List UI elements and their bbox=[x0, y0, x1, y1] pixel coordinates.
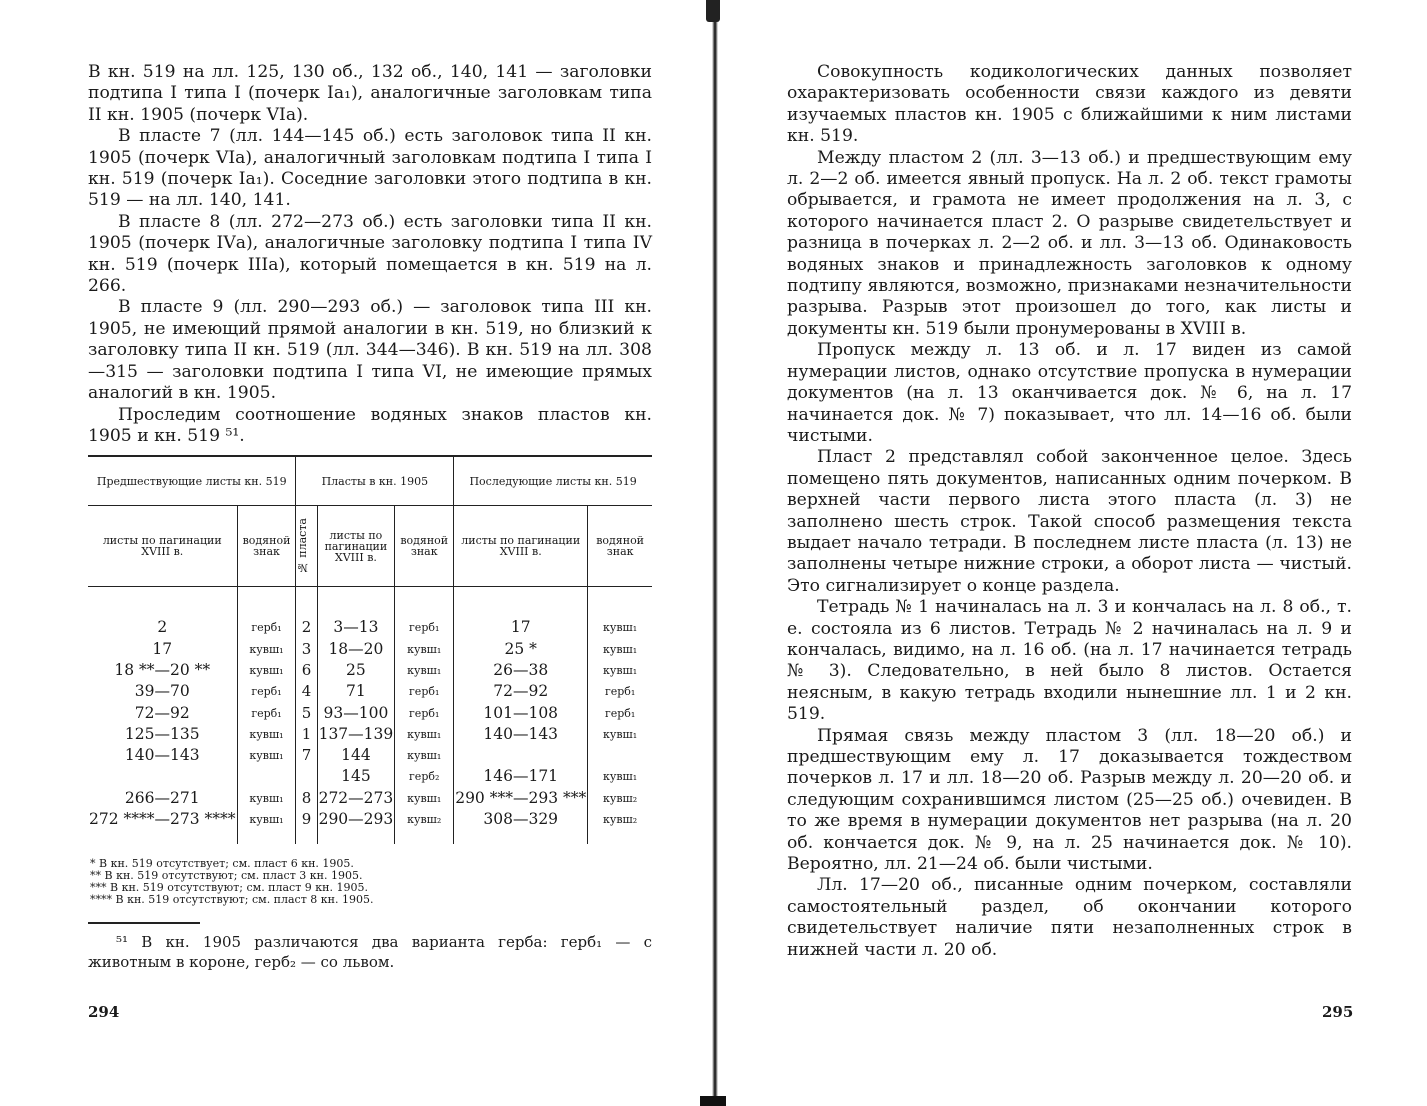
cell-prev-watermark: кувш₁ bbox=[237, 724, 296, 745]
cell-next-leaves bbox=[454, 745, 588, 766]
cell-prev-leaves: 266—271 bbox=[124, 788, 200, 807]
cell-prev-leaves: 18 **—20 ** bbox=[114, 660, 211, 679]
cell-prev-watermark: кувш₁ bbox=[237, 660, 296, 681]
table-row bbox=[88, 809, 652, 830]
cell-next-watermark: кувш₁ bbox=[588, 724, 652, 745]
cell-prev-leaves bbox=[88, 766, 237, 787]
table-row bbox=[88, 703, 652, 724]
left-paragraph-1: В кн. 519 на лл. 125, 130 об., 132 об., 140, 141 — заголовки подтипа I типа I (почерк Iа₁), аналогичные заголовкам типа II кн. 1905 (почерк VIа). bbox=[88, 62, 652, 125]
cell-prev-leaves: 125—135 bbox=[124, 724, 200, 743]
group-header-following: Последующие листы кн. 519 bbox=[454, 456, 652, 506]
layer-number-label: № пласта bbox=[296, 518, 310, 575]
cell-next-watermark: герб₁ bbox=[588, 703, 652, 724]
footnote-rule bbox=[88, 922, 200, 924]
page-number-right: 295 bbox=[1322, 1003, 1354, 1021]
col-header-layer-watermark: водяной знак bbox=[395, 506, 454, 587]
left-page bbox=[88, 62, 652, 972]
left-paragraph-5: Проследим соотношение водяных знаков пластов кн. 1905 и кн. 519 ⁵¹. bbox=[88, 404, 652, 446]
cell-layer-watermark: герб₂ bbox=[395, 766, 454, 787]
cell-prev-watermark: герб₁ bbox=[237, 681, 296, 702]
cell-layer-number: 5 bbox=[296, 703, 317, 724]
cell-next-watermark bbox=[588, 745, 652, 766]
cell-next-watermark: герб₁ bbox=[588, 681, 652, 702]
right-paragraph-5: Тетрадь № 1 начиналась на л. 3 и кончалась на л. 8 об., т. е. состояла из 6 листов. Тетрадь № 2 начиналась на л. 9 и кончалась, видимо, на л. 16 об. (на л. 17 начинается тетрадь № 3). Следовательно, в ней было 8 листов. Остается неясным, в какую тетрадь входили нынешние лл. 1 и 2 кн. 519. bbox=[787, 597, 1352, 725]
cell-layer-leaves: 144 bbox=[317, 745, 395, 766]
right-paragraph-7: Лл. 17—20 об., писанные одним почерком, составляли самостоятельный раздел, об окончании которого свидетельствует наличие пяти незаполненных строк в нижней части л. 20 об. bbox=[787, 875, 1352, 960]
cell-layer-watermark: кувш₁ bbox=[395, 724, 454, 745]
left-paragraph-3: В пласте 8 (лл. 272—273 об.) есть заголовки типа II кн. 1905 (почерк IVа), аналогичные заголовку подтипа I типа IV кн. 519 (почерк IIIа), который помещается в кн. 519 на л. 266. bbox=[88, 211, 652, 297]
table-row bbox=[88, 660, 652, 681]
cell-layer-number: 2 bbox=[296, 617, 317, 638]
left-paragraph-4: В пласте 9 (лл. 290—293 об.) — заголовок типа III кн. 1905, не имеющий прямой аналогии в кн. 519, но близкий к заголовку типа II кн. 519 (лл. 344—346). В кн. 519 на лл. 308—315 — заголовки подтипа I типа VI, не имеющие прямых аналогий в кн. 1905. bbox=[88, 297, 652, 404]
cell-prev-leaves: 2 bbox=[157, 618, 168, 637]
cell-next-watermark: кувш₁ bbox=[588, 617, 652, 638]
col-header-preceding-watermark: водяной знак bbox=[237, 506, 296, 587]
cell-layer-leaves: 137—139 bbox=[317, 724, 395, 745]
table-row bbox=[88, 766, 652, 787]
cell-layer-leaves: 290—293 bbox=[317, 809, 395, 830]
cell-layer-watermark: кувш₁ bbox=[395, 745, 454, 766]
cell-prev-watermark bbox=[237, 766, 296, 787]
table-notes bbox=[88, 858, 652, 906]
right-paragraph-6: Прямая связь между пластом 3 (лл. 18—20 об.) и предшествующим ему л. 17 доказывается тождеством почерков л. 17 и лл. 18—20 об. Разрыв между л. 20—20 об. и следующим сохранившимся листом (25—25 об.) очевиден. В то же время в нумерации документов нет разрыва (на л. 20 об. кончается док. № 9, на л. 25 начинается док. № 10). Вероятно, лл. 21—24 об. были чистыми. bbox=[787, 725, 1352, 875]
table-row bbox=[88, 617, 652, 638]
cell-layer-number: 4 bbox=[296, 681, 317, 702]
cell-layer-watermark: герб₁ bbox=[395, 703, 454, 724]
cell-next-leaves: 26—38 bbox=[454, 660, 588, 681]
cell-layer-number: 1 bbox=[296, 724, 317, 745]
cell-next-watermark: кувш₂ bbox=[588, 788, 652, 809]
cell-layer-watermark: кувш₁ bbox=[395, 639, 454, 660]
right-paragraph-1: Совокупность кодикологических данных позволяет охарактеризовать особенности связи каждого из девяти изучаемых пластов кн. 1905 с ближайшими к ним листами кн. 519. bbox=[787, 62, 1352, 147]
cell-prev-watermark: кувш₁ bbox=[237, 745, 296, 766]
cell-layer-watermark: герб₁ bbox=[395, 617, 454, 638]
table-row bbox=[88, 681, 652, 702]
cell-layer-leaves: 93—100 bbox=[317, 703, 395, 724]
cell-prev-watermark: герб₁ bbox=[237, 703, 296, 724]
col-header-following-watermark: водяной знак bbox=[588, 506, 652, 587]
cell-next-leaves: 308—329 bbox=[454, 809, 588, 830]
cell-prev-watermark: герб₁ bbox=[237, 617, 296, 638]
cell-next-watermark: кувш₁ bbox=[588, 639, 652, 660]
cell-layer-number: 6 bbox=[296, 660, 317, 681]
table-note-2: ** В кн. 519 отсутствуют; см. пласт 3 кн. 1905. bbox=[90, 869, 363, 883]
table-row bbox=[88, 724, 652, 745]
table-spacer-row bbox=[88, 587, 652, 618]
col-header-preceding-leaves: листы по пагинации XVIII в. bbox=[88, 506, 237, 587]
cell-prev-leaves: 140—143 bbox=[124, 746, 200, 765]
table-body bbox=[88, 587, 652, 844]
cell-prev-leaves: 17 bbox=[152, 639, 173, 658]
table-note-1: * В кн. 519 отсутствует; см. пласт 6 кн. 1905. bbox=[90, 857, 354, 871]
cell-layer-watermark: кувш₁ bbox=[395, 788, 454, 809]
cell-next-leaves: 146—171 bbox=[454, 766, 588, 787]
cell-layer-number: 8 bbox=[296, 788, 317, 809]
cell-next-leaves: 290 ***—293 *** bbox=[454, 788, 588, 809]
group-header-layers: Пласты в кн. 1905 bbox=[296, 456, 454, 506]
cell-layer-number bbox=[296, 766, 317, 787]
table-row bbox=[88, 788, 652, 809]
cell-prev-watermark: кувш₁ bbox=[237, 639, 296, 660]
left-paragraph-2: В пласте 7 (лл. 144—145 об.) есть заголовок типа II кн. 1905 (почерк VIа), аналогичный заголовкам подтипа I типа I кн. 519 (почерк Iа₁). Соседние заголовки этого подтипа в кн. 519 — на лл. 140, 141. bbox=[88, 126, 652, 211]
cell-layer-leaves: 272—273 bbox=[317, 788, 395, 809]
footnote-51: ⁵¹ В кн. 1905 различаются два варианта герба: герб₁ — с животным в короне, герб₂ — со львом. bbox=[88, 932, 652, 971]
table-note-4: **** В кн. 519 отсутствуют; см. пласт 8 кн. 1905. bbox=[90, 893, 374, 907]
spine-top-mark bbox=[706, 0, 720, 22]
cell-next-watermark: кувш₁ bbox=[588, 660, 652, 681]
spine-bottom-mark bbox=[700, 1096, 726, 1106]
right-paragraph-3: Пропуск между л. 13 об. и л. 17 виден из самой нумерации листов, однако отсутствие пропуска в нумерации документов (на л. 13 оканчивается док. № 6, на л. 17 начинается док. № 7) показывает, что лл. 14—16 об. были чистыми. bbox=[787, 340, 1352, 446]
cell-next-watermark: кувш₂ bbox=[588, 809, 652, 830]
cell-next-leaves: 25 * bbox=[454, 639, 588, 660]
cell-layer-number: 7 bbox=[296, 745, 317, 766]
cell-prev-watermark: кувш₁ bbox=[237, 788, 296, 809]
cell-layer-leaves: 18—20 bbox=[317, 639, 395, 660]
table-row bbox=[88, 639, 652, 660]
right-paragraph-2: Между пластом 2 (лл. 3—13 об.) и предшествующим ему л. 2—2 об. имеется явный пропуск. На л. 2 об. текст грамоты обрывается, и грамота не имеет продолжения на л. 3, с которого начинается пласт 2. О разрыве свидетельствует и разница в почерках л. 2—2 об. и лл. 3—13 об. Одинаковость водяных знаков и принадлежность заголовков к одному подтипу являются, возможно, признаками незначительности разрыва. Разрыв этот произошел до того, как листы и документы кн. 519 были пронумерованы в XVIII в. bbox=[787, 147, 1352, 339]
table-row bbox=[88, 745, 652, 766]
cell-prev-leaves: 39—70 bbox=[134, 682, 190, 701]
col-header-layer-number bbox=[296, 506, 317, 587]
right-paragraph-4: Пласт 2 представлял собой законченное целое. Здесь помещено пять документов, написанных одним почерком. В верхней части первого листа этого пласта (л. 3) не заполнено шесть строк. Такой способ размещения текста выдает начало тетради. В последнем листе пласта (л. 13) не заполнены четыре нижние строки, а оборот листа — чистый. Это сигнализирует о конце раздела. bbox=[787, 447, 1352, 596]
cell-next-leaves: 17 bbox=[454, 617, 588, 638]
cell-layer-leaves: 25 bbox=[317, 660, 395, 681]
cell-next-leaves: 101—108 bbox=[454, 703, 588, 724]
cell-layer-watermark: кувш₂ bbox=[395, 809, 454, 830]
book-spine bbox=[712, 0, 718, 1106]
table-note-3: *** В кн. 519 отсутствуют; см. пласт 9 кн. 1905. bbox=[90, 881, 368, 895]
watermark-table bbox=[88, 455, 652, 844]
cell-next-leaves: 72—92 bbox=[454, 681, 588, 702]
cell-prev-leaves: 272 ****—273 **** bbox=[89, 809, 236, 828]
cell-layer-leaves: 3—13 bbox=[317, 617, 395, 638]
table-spacer-row bbox=[88, 830, 652, 844]
page-number-left: 294 bbox=[88, 1003, 120, 1021]
group-header-preceding: Предшествующие листы кн. 519 bbox=[88, 456, 296, 506]
cell-layer-watermark: герб₁ bbox=[395, 681, 454, 702]
cell-next-watermark: кувш₁ bbox=[588, 766, 652, 787]
cell-layer-leaves: 71 bbox=[317, 681, 395, 702]
cell-layer-watermark: кувш₁ bbox=[395, 660, 454, 681]
col-header-following-leaves: листы по пагинации XVIII в. bbox=[454, 506, 588, 587]
col-header-layer-leaves: листы по пагинации XVIII в. bbox=[317, 506, 395, 587]
cell-layer-leaves: 145 bbox=[317, 766, 395, 787]
cell-layer-number: 9 bbox=[296, 809, 317, 830]
cell-next-leaves: 140—143 bbox=[454, 724, 588, 745]
cell-prev-watermark: кувш₁ bbox=[237, 809, 296, 830]
cell-prev-leaves: 72—92 bbox=[134, 703, 190, 722]
right-page bbox=[787, 62, 1352, 961]
cell-layer-number: 3 bbox=[296, 639, 317, 660]
